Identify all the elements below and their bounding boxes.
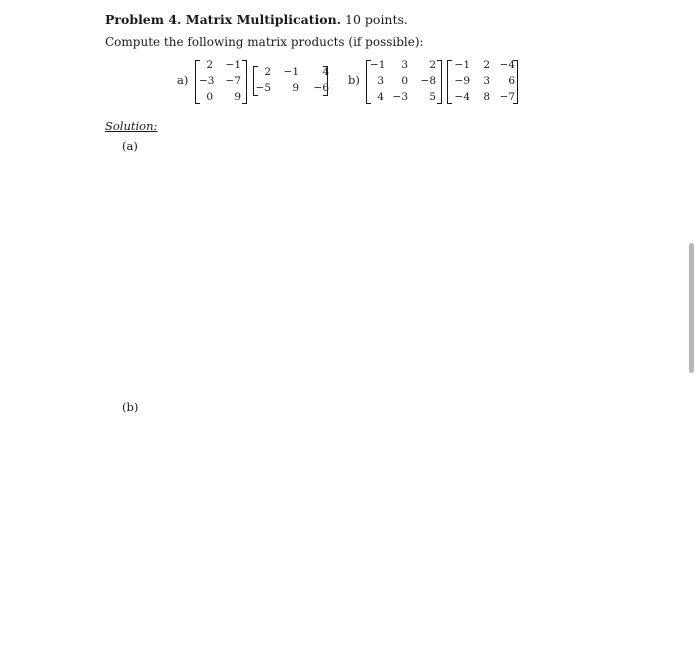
matrix-entry: −7 [225, 75, 241, 87]
matrix-entry: 3 [401, 59, 408, 71]
matrix-b2 [452, 57, 515, 105]
matrix-entry: −1 [283, 66, 299, 78]
matrix-entry: −1 [225, 59, 241, 71]
matrix-entry: −5 [255, 82, 271, 94]
matrix-entry: 3 [483, 75, 490, 87]
matrix-entry: −1 [454, 59, 470, 71]
matrix-a2 [255, 64, 329, 96]
matrix-b2-right-bracket [513, 60, 518, 104]
solution-part-b-label: (b) [122, 400, 139, 414]
matrix-entry: 3 [377, 75, 384, 87]
solution-part-a-label: (a) [122, 139, 138, 153]
matrix-entry: −1 [370, 59, 386, 71]
matrix-entry: −8 [420, 75, 436, 87]
matrix-b1-right-bracket [437, 60, 442, 104]
matrix-entry: −3 [199, 75, 215, 87]
problem-points: 10 points. [345, 12, 408, 27]
matrix-entry: 9 [292, 82, 299, 94]
instructions: Compute the following matrix products (if possible): [105, 35, 424, 49]
matrix-entry: 4 [322, 66, 329, 78]
problem-heading: Problem 4. Matrix Multiplication. [105, 12, 342, 27]
matrix-entry: 5 [429, 91, 436, 103]
matrix-entry: 2 [429, 59, 436, 71]
matrix-entry: 8 [483, 91, 490, 103]
part-b-label: b) [348, 73, 360, 87]
matrix-entry: 4 [377, 91, 384, 103]
matrix-entry: −4 [454, 91, 470, 103]
solution-label: Solution: [105, 119, 158, 133]
matrix-entry: 2 [264, 66, 271, 78]
matrix-entry: 0 [401, 75, 408, 87]
matrix-entry: −6 [313, 82, 329, 94]
matrix-entry: 2 [206, 59, 213, 71]
matrix-entry: −3 [392, 91, 408, 103]
problem-title [105, 12, 408, 27]
matrix-a2-right-bracket [323, 66, 328, 96]
part-a-label: a) [177, 73, 189, 87]
matrix-a1-right-bracket [242, 60, 247, 104]
matrix-entry: 0 [206, 91, 213, 103]
matrix-entry: −9 [454, 75, 470, 87]
matrix-entry: 2 [483, 59, 490, 71]
matrix-entry: −7 [499, 91, 515, 103]
matrix-entry: 6 [508, 75, 515, 87]
matrix-entry: −4 [499, 59, 515, 71]
vertical-scrollbar[interactable] [689, 243, 694, 373]
matrix-a1 [199, 57, 241, 105]
matrix-b1 [370, 57, 436, 105]
matrix-entry: 9 [234, 91, 241, 103]
